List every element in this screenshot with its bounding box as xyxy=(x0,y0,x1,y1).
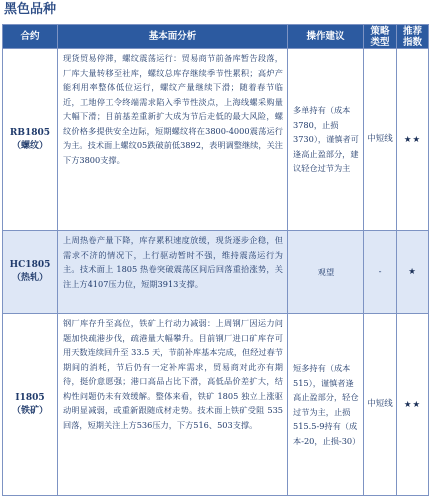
strategy-table xyxy=(2,24,429,496)
header-analysis: 基本面分析 xyxy=(58,25,288,49)
analysis-cell xyxy=(58,314,288,496)
advice-cell xyxy=(288,314,364,496)
strategy-type-cell xyxy=(364,49,397,231)
rating-cell xyxy=(397,231,429,314)
rating-cell xyxy=(397,314,429,496)
rating-stars: ★ xyxy=(408,267,417,277)
contract-name: （螺纹） xyxy=(11,140,48,151)
table-header-row xyxy=(3,25,429,49)
contract-name: （铁矿） xyxy=(11,405,48,416)
contract-code: HC1805 xyxy=(9,260,51,270)
contract-code: I1805 xyxy=(15,392,45,403)
advice-cell xyxy=(288,231,364,314)
analysis-cell xyxy=(58,231,288,314)
table-row xyxy=(3,49,429,231)
header-rating: 推荐 指数 xyxy=(397,25,429,49)
advice-cell xyxy=(288,49,364,231)
advice-text: 短多持有（成本515），谨慎者逢高止盈部分，轻仓过节为主，止损515.5-9持有（成本-20，止损-30） xyxy=(293,363,361,446)
header-type: 策略 类型 xyxy=(364,25,397,49)
header-contract: 合约 xyxy=(3,25,58,49)
contract-code: RB1805 xyxy=(9,127,51,138)
header-advice: 操作建议 xyxy=(288,25,364,49)
rating-cell xyxy=(397,49,429,231)
strategy-type: 中短线 xyxy=(367,399,393,409)
strategy-type-cell xyxy=(364,314,397,496)
table-row xyxy=(3,231,429,314)
advice-text: 多单持有（成本3780，止损3730），谨慎者可逢高止盈部分，建议轻仓过节为主 xyxy=(293,105,359,174)
section-title: 黑色品种 xyxy=(4,2,57,17)
strategy-type-cell xyxy=(364,231,397,314)
analysis-text: 现货贸易停滞，螺纹震荡运行：贸易商节前备库暂告段落，厂库大量转移至社库，螺纹总库存继续季节性累积；高炉产能利用率整体低位运行，螺纹产量继续下滑；随着春节临近，工地停工令终端需求陷入季节性淡点，上海线螺采购量大幅下滑；目前基差重新扩大成为节后走低的最大风险，螺纹价格多提供安全边际，短期螺纹将在3800-4000震荡运行为主。技术面上螺纹05跌破前低3892，表明调整继续，关注下方3800支撑。 xyxy=(63,53,283,165)
rating-stars: ★★ xyxy=(403,399,422,410)
rating-stars: ★★ xyxy=(403,134,422,145)
analysis-text: 上周热卷产量下降，库存累积速度放缓，现货逐步企稳，但需求不济的情况下，上行驱动暂时不强，维持震荡运行为主。技术面上 1805 热卷突破震荡区间后回落重拾涨势，关注上方4107压力位，短期3913支撑。 xyxy=(63,235,283,289)
contract-cell xyxy=(3,231,58,314)
strategy-type: - xyxy=(378,266,382,277)
advice-text: 观望 xyxy=(317,266,335,277)
table-row xyxy=(3,314,429,496)
strategy-type: 中短线 xyxy=(367,134,393,144)
analysis-cell xyxy=(58,49,288,231)
contract-cell xyxy=(3,314,58,496)
contract-cell xyxy=(3,49,58,231)
analysis-text: 钢厂库存升至高位，铁矿上行动力减弱：上周钢厂因运力问题加快疏港步伐，疏港量大幅攀升。目前钢厂进口矿库存可用天数连续回升至 33.5 天，节前补库基本完成，但经过春节期间的消耗，节后仍有一定补库需求，贸易商对此亦有期待，挺价意愿强；港口高品占比下滑，高低品价差扩大，结构性问题仍未有效缓解。整体来看，铁矿 1805 独立上涨驱动明显减弱，或重新跟随成材走势。技术面上铁矿受阻 535 回落，短期关注上方536压力，下方516、503支撑。 xyxy=(63,318,283,430)
contract-name: （热轧） xyxy=(11,273,48,283)
